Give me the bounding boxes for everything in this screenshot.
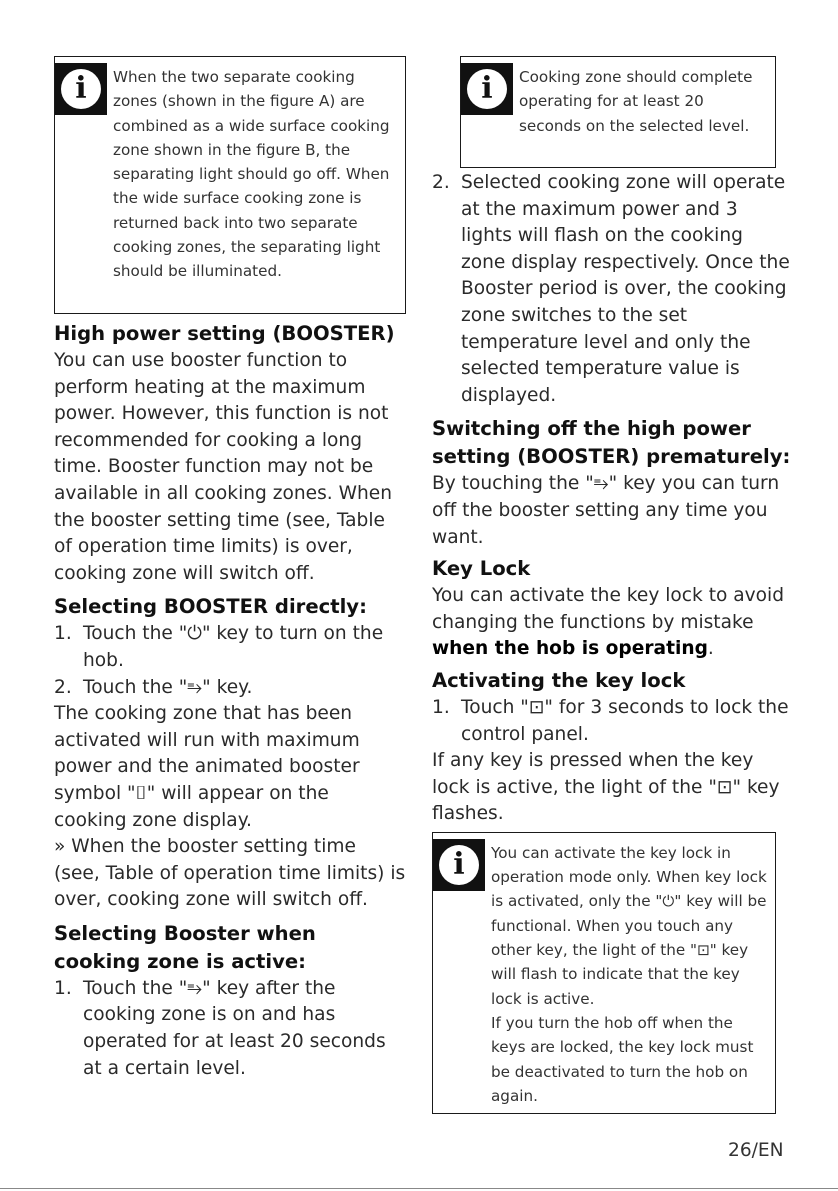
active-steps [54,976,406,1082]
step-item [54,621,406,674]
note-text: Cooking zone should complete operating for at least 20 seconds on the selected level. [519,68,753,135]
info-note-min-time [460,56,776,168]
direct-steps [54,621,406,701]
left-column [54,56,406,1082]
direct-note: » When the booster setting time (see, Table of operation time limits) is over, cooking zone will switch off. [54,836,406,911]
step-item [432,170,792,409]
step-text: Touch the "⥱" key. [83,676,253,698]
step-text: Touch the "⏻" key to turn on the hob. [83,623,384,671]
page-number: 26/EN [728,1140,784,1161]
step-item [54,976,406,1082]
step-number: 1. [54,623,72,645]
info-icon: i [461,63,513,115]
direct-heading: Selecting BOOSTER directly: [54,595,367,619]
step-item [54,675,406,702]
switch-off-text: By touching the "⥱" key you can turn off the booster setting any time you want. [432,473,780,548]
activate-heading: Activating the key lock [432,668,686,692]
footer-rule [0,1188,838,1189]
activate-text: If any key is pressed when the key lock is active, the light of the "⊡" key flashes. [432,750,780,825]
keylock-text-emphasis: when the hob is operating [432,638,708,660]
note-text: When the two separate cooking zones (shown in the figure A) are combined as a wide surface cooking zone shown in the figure B, the separating light should go off. When the wide surface cooking zone is returned back into two separate cooking zones, the separating light should be illuminated. [113,68,390,281]
step-number: 1. [54,977,72,999]
step-text: Selected cooking zone will operate at the maximum power and 3 lights will flash on the cooking zone display respectively. Once the Booster period is over, the cooking zone switches to the set temperature level and only the selected temperature value is displayed. [461,172,790,406]
note-text-2: If you turn the hob off when the keys are locked, the key lock must be deactivated to turn the hob on again. [491,1013,754,1105]
step-text: Touch "⊡" for 3 seconds to lock the control panel. [461,696,789,745]
info-note-wide-zone [54,56,406,314]
info-note-keylock [432,832,776,1114]
keylock-heading: Key Lock [432,557,531,581]
note-text-1: You can activate the key lock in operation mode only. When key lock is activated, only the "⏻" key will be functional. When you touch any other key, the light of the "⊡" key will flash to indicate that the key lock is active. [491,843,767,1008]
keylock-text-a: You can activate the key lock to avoid changing the functions by mistake [432,585,785,633]
step-text: Touch the "⥱" key after the cooking zone is on and has operated for at least 20 seconds at a certain level. [83,977,386,1079]
direct-text: The cooking zone that has been activated will run with maximum power and the animated booster symbol "⌷" will appear on the cooking zone display. [54,703,360,831]
switch-off-heading: Switching off the high power setting (BOOSTER) prematurely: [432,417,791,469]
info-icon: i [55,63,107,115]
step-number: 1. [432,696,450,718]
booster-text: You can use booster function to perform heating at the maximum power. However, this function is not recommended for cooking a long time. Booster function may not be available in all cooking zones. When the booster setting time (see, Table of operation time limits) is over, cooking zone will switch off. [54,350,393,584]
step-item [432,695,792,748]
activate-steps [432,695,792,748]
right-column [432,56,792,1114]
info-icon: i [433,839,485,891]
step-number: 2. [54,676,72,698]
keylock-text-c: . [707,638,714,660]
booster-heading: High power setting (BOOSTER) [54,322,395,345]
active-heading: Selecting Booster when cooking zone is active: [54,921,316,973]
right-steps [432,170,792,409]
keylock-text [432,583,792,663]
step-number: 2. [432,172,450,193]
